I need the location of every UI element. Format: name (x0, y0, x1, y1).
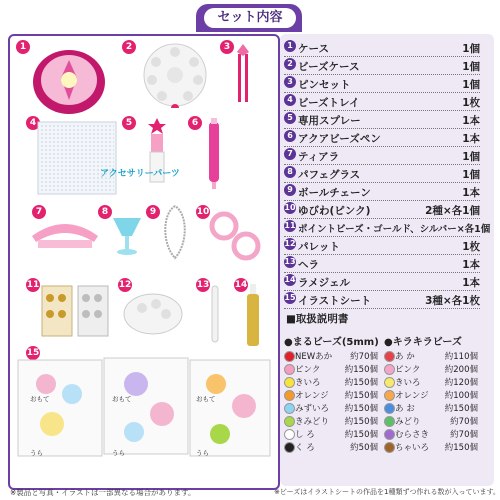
sheet-front-tag: おもて (112, 395, 132, 403)
bead-color-dot (384, 390, 395, 401)
contents-row: 4 ビーズトレイ 1枚 (284, 92, 480, 111)
bead-count: 約150個 (444, 443, 478, 453)
contents-row: 7 ティアラ 1個 (284, 146, 480, 165)
bead-color-dot (384, 403, 395, 414)
bead-row (384, 388, 482, 401)
bead-row (384, 440, 482, 453)
item-number: 3 (220, 40, 234, 54)
bead-row (284, 362, 382, 375)
contents-row: 1 ケース 1個 (284, 38, 480, 57)
bead-name: し ろ (295, 430, 315, 440)
round-beads-title: ●まるビーズ(5mm) (284, 337, 379, 348)
bead-name: むらさき (395, 430, 430, 440)
bead-name: きいろ (295, 378, 321, 388)
bead-color-dot (284, 403, 295, 414)
bead-color-dot (384, 351, 395, 362)
bead-name: きみどり (295, 417, 330, 427)
beads-case-item (138, 42, 212, 108)
kira-beads-title: ●キラキラビーズ (384, 337, 462, 348)
contents-row: 2 ビーズケース 1個 (284, 56, 480, 75)
bead-count: 約50個 (350, 443, 378, 453)
bead-count: 約150個 (344, 404, 378, 414)
bead-color-dot (284, 377, 295, 388)
contents-row: 11 ポイントビーズ・ゴールド、シルバー×各1個 (284, 218, 480, 237)
sheet-back-tag: うら (112, 449, 125, 457)
item-number: 15 (26, 348, 40, 358)
bead-row (284, 401, 382, 414)
beads-tray-item (36, 120, 118, 196)
point-beads-item (40, 284, 112, 340)
bead-color-dot (384, 377, 395, 388)
item-number: 2 (122, 40, 136, 54)
bead-name: ピンク (395, 365, 421, 375)
bead-color-dot (284, 364, 295, 375)
bead-name: く ろ (295, 443, 315, 453)
contents-row: 6 アクアビーズペン 1本 (284, 128, 480, 147)
bead-name: みずいろ (295, 404, 330, 414)
manual-row: ■取扱説明書 (286, 313, 349, 325)
bead-row (384, 362, 482, 375)
item-number: 9 (146, 205, 160, 219)
bead-color-dot (284, 351, 295, 362)
footer-note-right: ※ビーズはイラストシートの作品を1種類ずつ作れる数が入っています。 (274, 488, 500, 496)
bead-row (384, 414, 482, 427)
bead-row (384, 427, 482, 440)
bead-name: あ か (395, 352, 415, 362)
item-number: 13 (196, 280, 210, 290)
item-number: 1 (16, 40, 30, 54)
aqua-beads-pen-item (204, 118, 224, 190)
illustration-sheets-item (16, 354, 272, 464)
item-number: 8 (98, 205, 112, 219)
contents-row: 3 ピンセット 1個 (284, 74, 480, 93)
contents-row: 13 ヘラ 1本 (284, 254, 480, 273)
bead-count: 約150個 (444, 404, 478, 414)
bead-count: 約110個 (444, 352, 478, 362)
bead-name: ピンク (295, 365, 321, 375)
footer-note-left: ※製品と写真・イラストは一部異なる場合があります。 (10, 488, 196, 497)
contents-row: 12 パレット 1枚 (284, 236, 480, 255)
bead-row (384, 349, 482, 362)
case-item (30, 44, 108, 116)
bead-name: みどり (395, 417, 421, 427)
item-number: 7 (32, 205, 46, 219)
bead-count: 約200個 (444, 365, 478, 375)
palette-item (122, 292, 184, 336)
bead-row (384, 401, 482, 414)
bead-count: 約70個 (450, 417, 478, 427)
bead-count: 約150個 (344, 365, 378, 375)
bead-color-dot (384, 429, 395, 440)
bead-row (284, 349, 382, 362)
contents-row: 9 ボールチェーン 1本 (284, 182, 480, 201)
contents-row: 5 専用スプレー 1本 (284, 110, 480, 129)
bead-color-dot (284, 429, 295, 440)
tiara-item (28, 218, 102, 252)
glitter-gel-item (244, 284, 262, 348)
bead-name: NEWあか (295, 352, 333, 362)
bead-row (284, 375, 382, 388)
contents-row: 14 ラメジェル 1本 (284, 272, 480, 291)
contents-row: 8 パフェグラス 1個 (284, 164, 480, 183)
bead-color-dot (384, 442, 395, 453)
bead-row (284, 388, 382, 401)
bead-row (284, 414, 382, 427)
parfait-glass-item (110, 214, 144, 258)
bead-color-dot (384, 364, 395, 375)
bead-row (384, 375, 482, 388)
bead-color-dot (284, 416, 295, 427)
rings-item (204, 206, 266, 262)
bead-color-dot (284, 390, 295, 401)
bead-count: 約150個 (344, 430, 378, 440)
bead-name: きいろ (395, 378, 421, 388)
spatula-item (208, 284, 222, 344)
bead-count: 約150個 (344, 391, 378, 401)
ball-chain-item (158, 204, 192, 260)
accessory-parts-label: アクセサリーパーツ (100, 169, 180, 179)
sheet-front-tag: おもて (196, 395, 216, 403)
contents-row: 10 ゆびわ(ピンク) 2種×各1個 (284, 200, 480, 219)
bead-count: 約70個 (350, 352, 378, 362)
contents-row: 15 イラストシート 3種×各1枚 (284, 290, 480, 309)
bead-count: 約120個 (444, 378, 478, 388)
sheet-front-tag: おもて (30, 395, 50, 403)
bead-name: オレンジ (395, 391, 429, 401)
bead-count: 約100個 (444, 391, 478, 401)
bead-color-dot (384, 416, 395, 427)
sheet-back-tag: うら (196, 449, 209, 457)
item-number: 10 (196, 207, 210, 217)
page-title: セット内容 (204, 8, 296, 28)
item-number: 4 (26, 116, 40, 130)
bead-row (284, 440, 382, 453)
bead-name: あ お (395, 404, 415, 414)
beads-table (284, 333, 480, 451)
sheet-back-tag: うら (30, 449, 43, 457)
bead-name: オレンジ (295, 391, 329, 401)
bead-count: 約150個 (344, 378, 378, 388)
item-number: 12 (118, 280, 132, 290)
item-number: 11 (26, 280, 40, 290)
item-number: 5 (122, 116, 136, 130)
bead-color-dot (284, 442, 295, 453)
bead-count: 約150個 (344, 417, 378, 427)
bead-row (284, 427, 382, 440)
item-number: 14 (234, 280, 248, 290)
item-number: 6 (188, 116, 202, 130)
tweezers-item (232, 44, 254, 104)
bead-count: 約70個 (450, 430, 478, 440)
bead-name: ちゃいろ (395, 443, 430, 453)
